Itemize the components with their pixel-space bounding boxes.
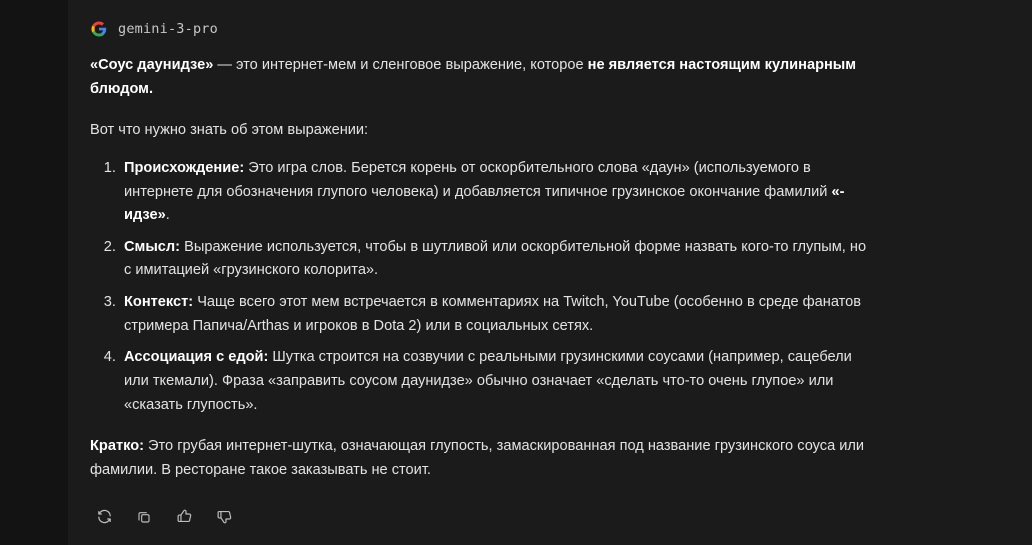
google-gemini-icon <box>90 20 108 38</box>
model-header <box>90 20 870 38</box>
list-item-text: Чаще всего этот мем встречается в комментариях на Twitch, YouTube (особенно в среде фанатов стримера Папича/Arthas и игроков в Dota 2) или в социальных сетях. <box>124 294 862 334</box>
list-item-bold: «-идзе» <box>124 183 845 224</box>
message-actions-toolbar <box>90 507 870 527</box>
assistant-message <box>90 20 870 527</box>
intro-lead-bold: «Соус даунидзе» <box>90 57 214 73</box>
list-item-label: Ассоциация с едой: <box>124 349 269 366</box>
summary-text: Это грубая интернет-шутка, означающая глупость, замаскированная под название грузинского соуса или фамилии. В ресторане такое заказывать не стоит. <box>90 438 865 478</box>
summary-label: Кратко: <box>90 438 144 455</box>
thumbs-down-button[interactable] <box>214 507 234 527</box>
intro-trail-bold: не является настоящим кулинарным блюдом. <box>90 57 857 97</box>
list-item-text: Это игра слов. Берется корень от оскорбительного слова «даун» (используемого в интернете для обозначения глупого человека) и добавляется типичное грузинское окончание фамилий <box>124 159 832 200</box>
model-name-label: gemini-3-pro <box>118 21 218 37</box>
list-item <box>120 291 870 338</box>
intro-middle-text: — это интернет-мем и сленговое выражение, которое <box>213 57 588 73</box>
regenerate-button[interactable] <box>94 507 114 527</box>
list-item-text-tail: . <box>165 207 170 224</box>
list-item-text: Шутка строится на созвучии с реальными грузинскими соусами (например, сацебели или ткемали). Фраза «заправить соусом даунидзе» обычно означает «сделать что-то очень глупое» или «сказать глупость». <box>124 349 852 413</box>
explanation-list <box>90 157 870 417</box>
summary-paragraph <box>90 435 870 482</box>
subheading-paragraph: Вот что нужно знать об этом выражении: <box>90 122 369 139</box>
list-item-label: Контекст: <box>124 294 194 311</box>
list-item <box>120 157 870 228</box>
copy-button[interactable] <box>134 507 154 527</box>
list-item-label: Происхождение: <box>124 159 245 176</box>
list-item <box>120 346 870 417</box>
left-sidebar-strip <box>0 0 68 545</box>
list-item-text: Выражение используется, чтобы в шутливой или оскорбительной форме назвать кого-то глупым, но с имитацией «грузинского колорита». <box>124 238 867 279</box>
intro-paragraph <box>90 54 870 101</box>
list-item-label: Смысл: <box>124 238 181 255</box>
thumbs-up-button[interactable] <box>174 507 194 527</box>
list-item <box>120 236 870 283</box>
